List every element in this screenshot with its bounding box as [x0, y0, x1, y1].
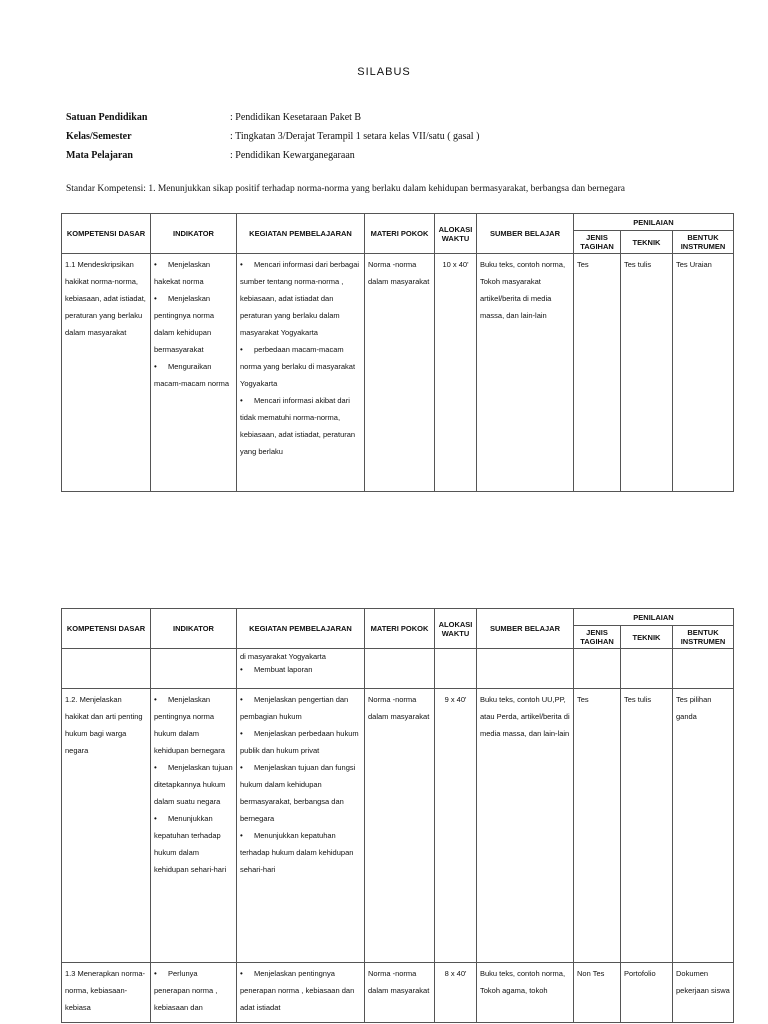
meta-value: : Tingkatan 3/Derajat Terampil 1 setara kelas VII/satu ( gasal ) — [230, 131, 480, 142]
cell-teknik: Portofolio — [621, 963, 673, 1023]
meta-mapel — [66, 150, 355, 161]
bullet-icon: • — [240, 260, 243, 269]
cell-kegiatan — [237, 254, 365, 492]
header-bentuk: BENTUK INSTRUMEN — [673, 626, 734, 649]
bullet-icon: • — [240, 969, 243, 978]
cell-kegiatan — [237, 689, 365, 963]
bullet-icon: • — [154, 763, 157, 772]
table-row — [62, 689, 734, 963]
header-alokasi: ALOKASI WAKTU — [435, 609, 477, 649]
bullet-icon: • — [154, 294, 157, 303]
header-kd: KOMPETENSI DASAR — [62, 214, 151, 254]
bullet-icon: • — [154, 362, 157, 371]
cell-indikator — [151, 963, 237, 1023]
list-item: • Menguraikan macam-macam norma — [154, 358, 233, 392]
page-title: SILABUS — [357, 66, 411, 78]
list-item: • Menjelaskan tujuan dan fungsi hukum dalam kehidupan bermasyarakat, berbangsa dan bernegara — [240, 759, 361, 827]
header-materi: MATERI POKOK — [365, 214, 435, 254]
table-row — [62, 649, 734, 689]
list-item: • perbedaan macam-macam norma yang berlaku di masyarakat Yogyakarta — [240, 341, 361, 392]
cell-alokasi: 8 x 40' — [435, 963, 477, 1023]
header-kd: KOMPETENSI DASAR — [62, 609, 151, 649]
bullet-icon: • — [240, 665, 243, 674]
bullet-icon: • — [154, 969, 157, 978]
cell-indikator — [151, 254, 237, 492]
header-jenis: JENIS TAGIHAN — [574, 231, 621, 254]
cell-teknik: Tes tulis — [621, 254, 673, 492]
meta-label: Kelas/Semester — [66, 131, 132, 142]
list-item: • Membuat laporan — [240, 663, 361, 677]
cell-sumber: Buku teks, contoh UU,PP, atau Perda, artikel/berita di media massa, dan lain-lain — [477, 689, 574, 963]
cell-kegiatan: di masyarakat Yogyakarta • Membuat laporan — [237, 649, 365, 689]
list-item: • Menjelaskan hakekat norma — [154, 256, 233, 290]
list-item: • Mencari informasi dari berbagai sumber tentang norma-norma , kebiasaan, adat istiadat dan peraturan yang berlaku dalam masyarakat Yogyakarta — [240, 256, 361, 341]
header-materi: MATERI POKOK — [365, 609, 435, 649]
cell-indikator — [151, 689, 237, 963]
bullet-icon: • — [240, 763, 243, 772]
standar-kompetensi: Standar Kompetensi: 1. Menunjukkan sikap positif terhadap norma-norma yang berlaku dalam kehidupan bermasyarakat, berbangsa dan bernegara — [66, 184, 625, 194]
bullet-icon: • — [240, 345, 243, 354]
list-item: • Perlunya penerapan norma , kebiasaan dan — [154, 965, 233, 1016]
list-item: • Menunjukkan kepatuhan terhadap hukum dalam kehidupan sehari-hari — [154, 810, 233, 878]
header-bentuk: BENTUK INSTRUMEN — [673, 231, 734, 254]
meta-kelas — [66, 131, 479, 142]
cell-materi: Norma -norma dalam masyarakat — [365, 254, 435, 492]
list-item: • Menjelaskan pentingnya norma hukum dalam kehidupan bernegara — [154, 691, 233, 759]
header-teknik: TEKNIK — [621, 626, 673, 649]
list-item: • Mencari informasi akibat dari tidak mematuhi norma-norma, kebiasaan, adat istiadat, peraturan yang berlaku — [240, 392, 361, 460]
meta-value: : Pendidikan Kewarganegaraan — [230, 150, 355, 161]
meta-label: Mata Pelajaran — [66, 150, 133, 161]
cell-jenis: Tes — [574, 254, 621, 492]
cell-alokasi: 10 x 40' — [435, 254, 477, 492]
header-kegiatan: KEGIATAN PEMBELAJARAN — [237, 214, 365, 254]
bullet-icon: • — [154, 260, 157, 269]
bullet-icon: • — [240, 396, 243, 405]
meta-value: : Pendidikan Kesetaraan Paket B — [230, 112, 362, 123]
cell-materi: Norma -norma dalam masyarakat — [365, 963, 435, 1023]
header-kegiatan: KEGIATAN PEMBELAJARAN — [237, 609, 365, 649]
cell-sumber: Buku teks, contoh norma, Tokoh masyarakat artikel/berita di media massa, dan lain-lain — [477, 254, 574, 492]
bullet-icon: • — [154, 695, 157, 704]
cell-kegiatan — [237, 963, 365, 1023]
cell-kd: 1.1 Mendeskripsikan hakikat norma-norma, kebiasaan, adat istiadat, peraturan yang berlaku dalam masyarakat — [62, 254, 151, 492]
bullet-icon: • — [240, 729, 243, 738]
list-item: • Menjelaskan perbedaan hukum publik dan hukum privat — [240, 725, 361, 759]
list-item: • Menunjukkan kepatuhan terhadap hukum dalam kehidupan sehari-hari — [240, 827, 361, 878]
header-penilaian: PENILAIAN — [574, 609, 734, 626]
header-alokasi: ALOKASI WAKTU — [435, 214, 477, 254]
table-row — [62, 254, 734, 492]
cell-jenis: Tes — [574, 689, 621, 963]
header-indikator: INDIKATOR — [151, 214, 237, 254]
cell-bentuk: Tes Uraian — [673, 254, 734, 492]
table-row — [62, 963, 734, 1023]
list-item: • Menjelaskan pengertian dan pembagian hukum — [240, 691, 361, 725]
bullet-icon: • — [240, 831, 243, 840]
cell-materi: Norma -norma dalam masyarakat — [365, 689, 435, 963]
meta-label: Satuan Pendidikan — [66, 112, 148, 123]
meta-satuan — [66, 112, 361, 123]
cell-kd: 1.3 Menerapkan norma-norma, kebiasaan-kebiasa — [62, 963, 151, 1023]
list-item: • Menjelaskan pentingnya penerapan norma , kebiasaan dan adat istiadat — [240, 965, 361, 1016]
cell-bentuk: Tes pilihan ganda — [673, 689, 734, 963]
silabus-table-2 — [61, 608, 734, 1023]
cell-jenis: Non Tes — [574, 963, 621, 1023]
cell-teknik: Tes tulis — [621, 689, 673, 963]
silabus-table-1 — [61, 213, 734, 492]
header-teknik: TEKNIK — [621, 231, 673, 254]
bullet-icon: • — [154, 814, 157, 823]
cell-kd: 1.2. Menjelaskan hakikat dan arti penting hukum bagi warga negara — [62, 689, 151, 963]
list-item: • Menjelaskan tujuan ditetapkannya hukum dalam suatu negara — [154, 759, 233, 810]
header-sumber: SUMBER BELAJAR — [477, 609, 574, 649]
cell-bentuk: Dokumen pekerjaan siswa — [673, 963, 734, 1023]
cell-alokasi: 9 x 40' — [435, 689, 477, 963]
cell-sumber: Buku teks, contoh norma, Tokoh agama, tokoh — [477, 963, 574, 1023]
list-item: • Menjelaskan pentingnya norma dalam kehidupan bermasyarakat — [154, 290, 233, 358]
header-sumber: SUMBER BELAJAR — [477, 214, 574, 254]
header-indikator: INDIKATOR — [151, 609, 237, 649]
bullet-icon: • — [240, 695, 243, 704]
header-jenis: JENIS TAGIHAN — [574, 626, 621, 649]
header-penilaian: PENILAIAN — [574, 214, 734, 231]
